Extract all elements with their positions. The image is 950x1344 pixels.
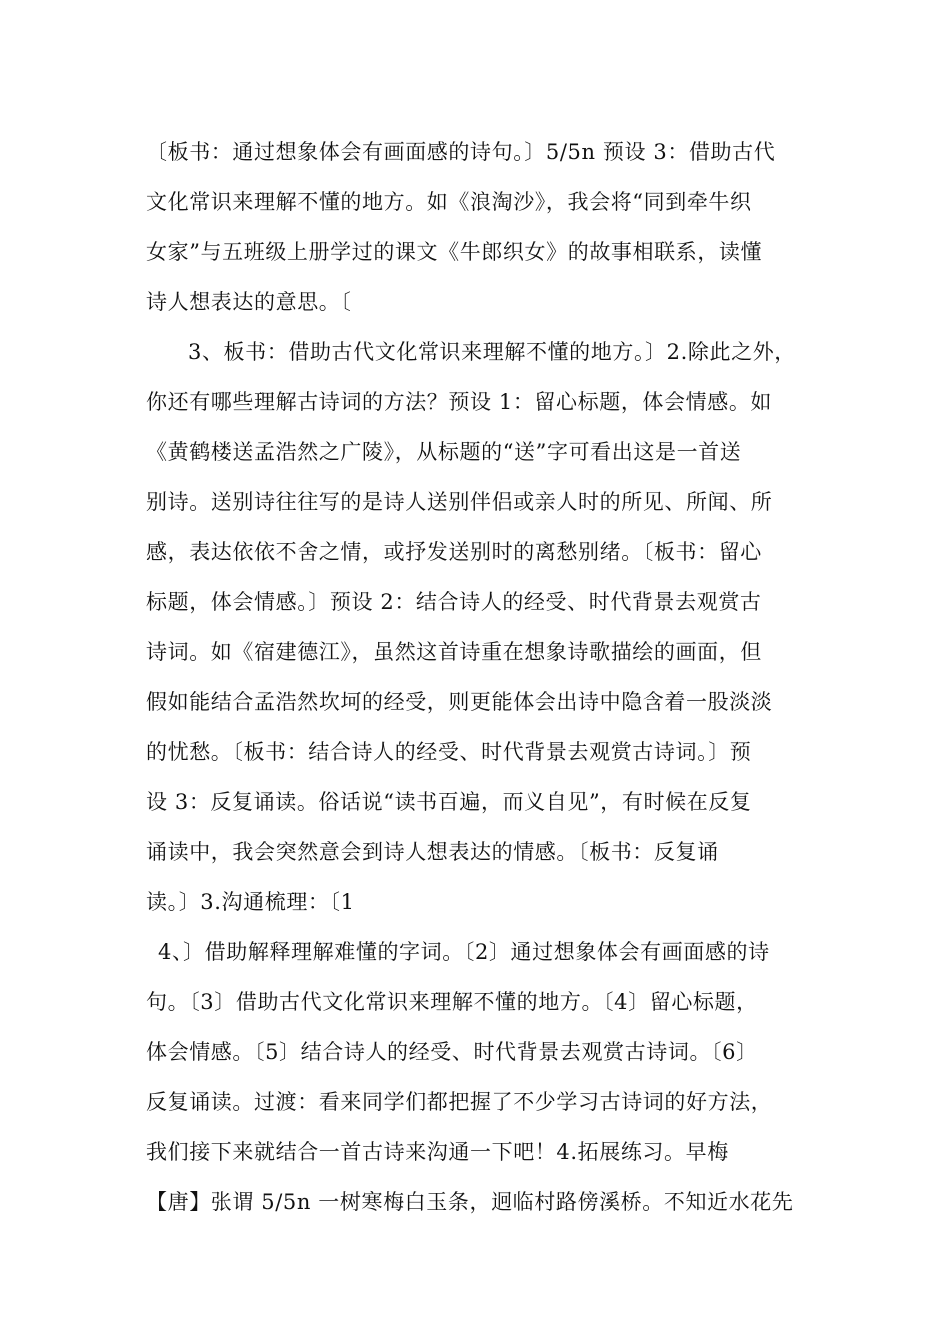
text-line: 诗词。如《宿建德江》，虽然这首诗重在想象诗歌描绘的画面，但 (146, 640, 762, 664)
text-line: 设 3：反复诵读。俗话说“读书百遍，而义自见”，有时候在反复 (146, 790, 752, 814)
text-line: 【唐】张谓 5/5n 一树寒梅白玉条，迥临村路傍溪桥。不知近水花先 (146, 1190, 794, 1214)
text-line: 文化常识来理解不懂的地方。如《浪淘沙》，我会将“同到牵牛织 (146, 190, 752, 214)
text-line: 别诗。送别诗往往写的是诗人送别伴侣或亲人时的所见、所闻、所 (146, 490, 773, 514)
text-line: 我们接下来就结合一首古诗来沟通一下吧！4.拓展练习。早梅 (146, 1140, 729, 1164)
text-line: 你还有哪些理解古诗词的方法？预设 1：留心标题，体会情感。如 (146, 390, 773, 414)
text-line: 反复诵读。过渡：看来同学们都把握了不少学习古诗词的好方法， (146, 1090, 773, 1114)
text-line: 体会情感。〔5〕结合诗人的经受、时代背景去观赏古诗词。〔6〕 (146, 1040, 758, 1064)
text-line: 标题，体会情感。〕预设 2：结合诗人的经受、时代背景去观赏古 (146, 590, 762, 614)
text-line: 句。〔3〕借助古代文化常识来理解不懂的地方。〔4〕留心标题， (146, 990, 758, 1014)
text-line: 女家”与五班级上册学过的课文《牛郎织女》的故事相联系，读懂 (146, 240, 763, 264)
text-line: 诗人想表达的意思。〔 (146, 290, 352, 314)
text-line: 诵读中，我会突然意会到诗人想表达的情感。〔板书：反复诵 (146, 840, 719, 864)
text-line: 的忧愁。〔板书：结合诗人的经受、时代背景去观赏古诗词。〕预 (146, 740, 752, 764)
text-line: 〔板书：通过想象体会有画面感的诗句。〕5/5n 预设 3：借助古代 (146, 140, 776, 164)
text-line: 假如能结合孟浩然坎坷的经受，则更能体会出诗中隐含着一股淡淡 (146, 690, 773, 714)
text-line: 4、〕借助解释理解难懂的字词。〔2〕通过想象体会有画面感的诗 (158, 940, 770, 964)
text-line: 3、板书：借助古代文化常识来理解不懂的地方。〕2.除此之外， (188, 340, 796, 364)
text-line: 感，表达依依不舍之情，或抒发送别时的离愁别绪。〔板书：留心 (146, 540, 762, 564)
text-line: 读。〕3.沟通梳理：〔1 (146, 890, 355, 914)
text-line: 《黄鹤楼送孟浩然之广陵》，从标题的“送”字可看出这是一首送 (146, 440, 742, 464)
